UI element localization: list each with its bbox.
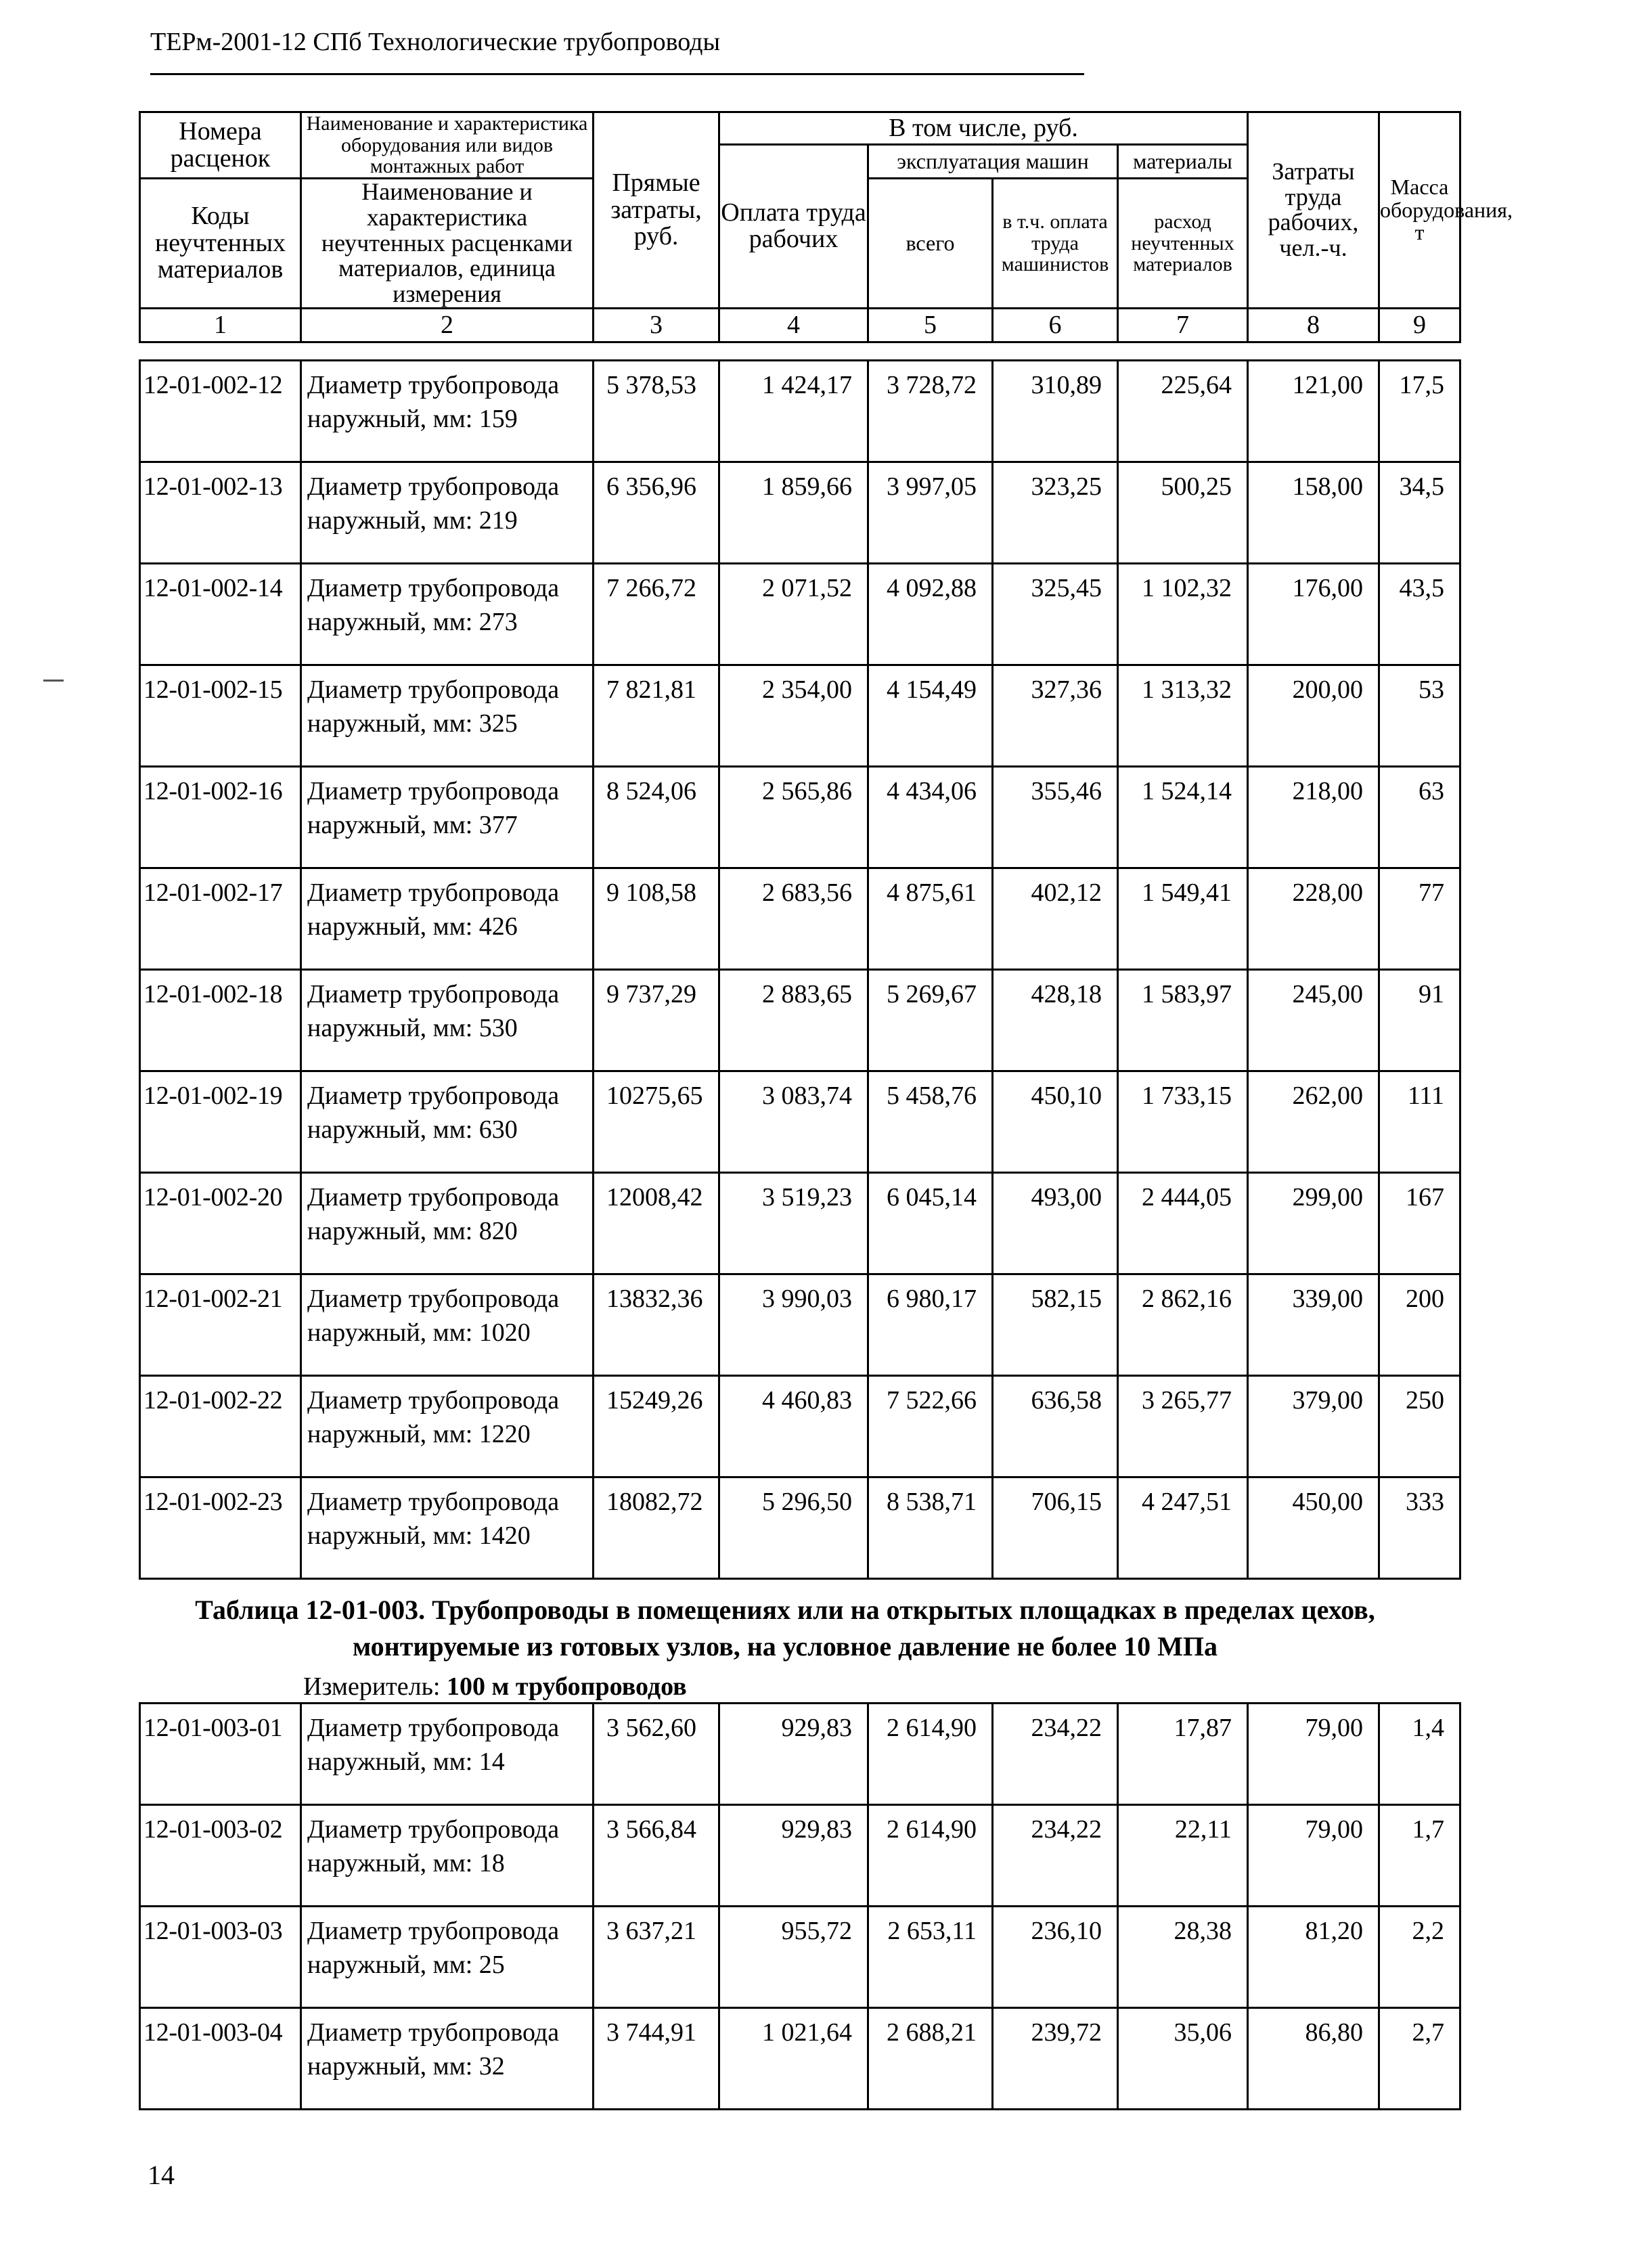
materials-cell: 1 549,41 [1118,868,1248,970]
direct-cost-cell: 6 356,96 [594,462,719,564]
direct-cost-cell: 5 378,53 [594,361,719,462]
work-name-line: Диаметр трубопровода [307,1815,560,1844]
materials-cell: 1 583,97 [1118,970,1248,1071]
col2-top-header: Наименование и характеристика оборудования или видов монтажных работ [301,112,594,179]
caption-line: Таблица 12-01-003. Трубопроводы в помещениях или на открытых площадках в пределах цехов, [195,1595,1375,1625]
work-name-line: наружный, мм: 18 [307,1849,505,1877]
equipment-mass-cell: 333 [1379,1477,1460,1579]
column-number: 6 [993,308,1118,342]
work-name-line: Диаметр трубопровода [307,1917,560,1945]
column-number: 3 [594,308,719,342]
col8-header: Затраты труда рабочих, чел.-ч. [1248,112,1379,309]
direct-cost-cell: 18082,72 [594,1477,719,1579]
machines-total-cell: 8 538,71 [868,1477,993,1579]
col3-header: Прямые затраты, руб. [594,112,719,309]
labor-hours-cell: 200,00 [1248,665,1379,767]
column-number: 4 [719,308,868,342]
labor-hours-cell: 176,00 [1248,564,1379,665]
work-name-line: Диаметр трубопровода [307,980,560,1008]
column-number: 2 [301,308,594,342]
labor-pay-cell: 3 990,03 [719,1274,868,1376]
work-name-line: наружный, мм: 630 [307,1115,518,1144]
machinist-pay-cell: 450,10 [993,1071,1118,1173]
labor-hours-cell: 228,00 [1248,868,1379,970]
machines-total-cell: 4 092,88 [868,564,993,665]
materials-cell: 28,38 [1118,1907,1248,2008]
labor-pay-cell: 2 354,00 [719,665,868,767]
work-name-line: наружный, мм: 820 [307,1217,518,1245]
rate-code-cell: 12-01-002-20 [140,1173,301,1274]
machines-header: эксплуатация машин [868,145,1118,179]
work-name-line: наружный, мм: 219 [307,506,518,535]
direct-cost-cell: 8 524,06 [594,767,719,868]
column-number: 5 [868,308,993,342]
work-name-line: Диаметр трубопровода [307,1386,560,1415]
labor-hours-cell: 79,00 [1248,1704,1379,1805]
rates-table-002 [139,359,1461,1580]
work-name-line: Диаметр трубопровода [307,472,560,501]
rate-code-cell: 12-01-002-12 [140,361,301,462]
caption-line: монтируемые из готовых узлов, на условное давление не более 10 МПа [352,1631,1218,1662]
labor-hours-cell: 245,00 [1248,970,1379,1071]
table-row [140,1274,1460,1376]
work-name-line: Диаметр трубопровода [307,777,560,805]
labor-pay-cell: 3 519,23 [719,1173,868,1274]
measure-line [303,1672,687,1702]
direct-cost-cell: 10275,65 [594,1071,719,1173]
machinist-pay-cell: 325,45 [993,564,1118,665]
direct-cost-cell: 3 566,84 [594,1805,719,1907]
work-name-line: Диаметр трубопровода [307,2018,560,2047]
rate-code-cell: 12-01-003-01 [140,1704,301,1805]
materials-cell: 35,06 [1118,2008,1248,2110]
machinist-pay-cell: 323,25 [993,462,1118,564]
table-row [140,868,1460,970]
including-header: В том числе, руб. [719,112,1248,145]
work-name-line: наружный, мм: 530 [307,1014,518,1042]
work-name-line: Диаметр трубопровода [307,1714,560,1742]
rate-code-cell: 12-01-003-04 [140,2008,301,2110]
rate-code-cell: 12-01-002-18 [140,970,301,1071]
work-name-line: Диаметр трубопровода [307,371,560,399]
work-name-line: наружный, мм: 159 [307,405,518,433]
work-name-line: Диаметр трубопровода [307,574,560,602]
equipment-mass-cell: 34,5 [1379,462,1460,564]
rate-code-cell: 12-01-002-15 [140,665,301,767]
labor-hours-cell: 379,00 [1248,1376,1379,1477]
labor-pay-cell: 1 021,64 [719,2008,868,2110]
work-name-line: Диаметр трубопровода [307,675,560,704]
column-header-table [139,111,1513,343]
measure-value: 100 м трубопроводов [447,1672,687,1701]
labor-hours-cell: 339,00 [1248,1274,1379,1376]
machinist-pay-cell: 428,18 [993,970,1118,1071]
labor-pay-cell: 2 883,65 [719,970,868,1071]
equipment-mass-cell: 1,7 [1379,1805,1460,1907]
table-row [140,462,1460,564]
equipment-mass-cell: 77 [1379,868,1460,970]
machines-total-cell: 4 875,61 [868,868,993,970]
work-name-line: Диаметр трубопровода [307,1183,560,1211]
direct-cost-cell: 7 821,81 [594,665,719,767]
machines-total-cell: 2 614,90 [868,1805,993,1907]
equipment-mass-cell: 1,4 [1379,1704,1460,1805]
labor-pay-cell: 5 296,50 [719,1477,868,1579]
labor-hours-cell: 79,00 [1248,1805,1379,1907]
machinist-pay-cell: 706,15 [993,1477,1118,1579]
labor-pay-cell: 955,72 [719,1907,868,2008]
table-row [140,564,1460,665]
work-name-line: наружный, мм: 325 [307,709,518,738]
work-name-cell [301,564,594,665]
machines-total-cell: 5 458,76 [868,1071,993,1173]
column-number: 1 [140,308,301,342]
labor-pay-cell: 2 071,52 [719,564,868,665]
machinist-pay-cell: 234,22 [993,1805,1118,1907]
machines-total-cell: 4 154,49 [868,665,993,767]
materials-cell: 1 313,32 [1118,665,1248,767]
work-name-cell [301,1173,594,1274]
work-name-line: наружный, мм: 273 [307,608,518,636]
direct-cost-cell: 9 737,29 [594,970,719,1071]
equipment-mass-cell: 2,7 [1379,2008,1460,2110]
table-row [140,1173,1460,1274]
machines-total-cell: 3 997,05 [868,462,993,564]
materials-cell: 2 862,16 [1118,1274,1248,1376]
machinist-pay-cell: 582,15 [993,1274,1118,1376]
table-row [140,1376,1460,1477]
direct-cost-cell: 12008,42 [594,1173,719,1274]
rate-code-cell: 12-01-002-22 [140,1376,301,1477]
work-name-line: наружный, мм: 32 [307,2052,505,2081]
rate-code-cell: 12-01-002-13 [140,462,301,564]
work-name-cell [301,1071,594,1173]
equipment-mass-cell: 91 [1379,970,1460,1071]
table-row [140,767,1460,868]
equipment-mass-cell: 167 [1379,1173,1460,1274]
labor-hours-cell: 158,00 [1248,462,1379,564]
rate-code-cell: 12-01-003-02 [140,1805,301,1907]
materials-cell: 1 733,15 [1118,1071,1248,1173]
materials-cell: 225,64 [1118,361,1248,462]
materials-cell: 1 102,32 [1118,564,1248,665]
machinist-pay-cell: 636,58 [993,1376,1118,1477]
work-name-line: наружный, мм: 14 [307,1748,505,1776]
work-name-line: Диаметр трубопровода [307,1285,560,1313]
work-name-cell [301,1907,594,2008]
machinist-pay-cell: 239,72 [993,2008,1118,2110]
table-row [140,970,1460,1071]
work-name-cell [301,970,594,1071]
column-number: 8 [1248,308,1379,342]
labor-pay-cell: 2 565,86 [719,767,868,868]
labor-pay-cell: 2 683,56 [719,868,868,970]
work-name-line: Диаметр трубопровода [307,1488,560,1516]
table-row [140,1704,1460,1805]
equipment-mass-cell: 200 [1379,1274,1460,1376]
work-name-cell [301,767,594,868]
rate-code-cell: 12-01-002-19 [140,1071,301,1173]
work-name-line: наружный, мм: 1420 [307,1521,531,1550]
machines-total-cell: 6 045,14 [868,1173,993,1274]
equipment-mass-cell: 17,5 [1379,361,1460,462]
scan-mark [43,680,64,682]
work-name-line: наружный, мм: 377 [307,811,518,839]
direct-cost-cell: 7 266,72 [594,564,719,665]
labor-hours-cell: 121,00 [1248,361,1379,462]
labor-hours-cell: 299,00 [1248,1173,1379,1274]
machines-total-cell: 2 653,11 [868,1907,993,2008]
labor-pay-cell: 1 859,66 [719,462,868,564]
materials-cell: 500,25 [1118,462,1248,564]
rate-code-cell: 12-01-002-16 [140,767,301,868]
direct-cost-cell: 3 637,21 [594,1907,719,2008]
equipment-mass-cell: 2,2 [1379,1907,1460,2008]
labor-pay-cell: 1 424,17 [719,361,868,462]
measure-label: Измеритель: [303,1672,441,1701]
machinist-pay-cell: 236,10 [993,1907,1118,2008]
page-number: 14 [148,2160,175,2190]
labor-hours-cell: 450,00 [1248,1477,1379,1579]
machines-total-cell: 4 434,06 [868,767,993,868]
col9-header: Масса оборудования, т [1379,112,1460,309]
materials-cell: 22,11 [1118,1805,1248,1907]
materials-cell: 17,87 [1118,1704,1248,1805]
work-name-line: наружный, мм: 1220 [307,1420,531,1448]
work-name-line: Диаметр трубопровода [307,879,560,907]
column-number: 7 [1118,308,1248,342]
work-name-cell [301,2008,594,2110]
direct-cost-cell: 13832,36 [594,1274,719,1376]
materials-cell: 3 265,77 [1118,1376,1248,1477]
machinist-pay-cell: 327,36 [993,665,1118,767]
materials-cell: 2 444,05 [1118,1173,1248,1274]
direct-cost-cell: 3 744,91 [594,2008,719,2110]
machinist-pay-cell: 355,46 [993,767,1118,868]
work-name-line: наружный, мм: 1020 [307,1318,531,1347]
machines-total-cell: 2 614,90 [868,1704,993,1805]
table-row [140,1907,1460,2008]
table-row [140,1071,1460,1173]
work-name-cell [301,665,594,767]
col4-header: Оплата труда рабочих [719,145,868,309]
work-name-cell [301,361,594,462]
work-name-line: наружный, мм: 426 [307,912,518,941]
machinist-pay-cell: 310,89 [993,361,1118,462]
col1-bottom-header: Коды неучтенных материалов [140,179,301,309]
direct-cost-cell: 3 562,60 [594,1704,719,1805]
header-rule [150,73,1084,75]
work-name-cell [301,1477,594,1579]
direct-cost-cell: 9 108,58 [594,868,719,970]
equipment-mass-cell: 111 [1379,1071,1460,1173]
labor-hours-cell: 81,20 [1248,1907,1379,2008]
work-name-cell [301,1805,594,1907]
rate-code-cell: 12-01-002-14 [140,564,301,665]
labor-hours-cell: 262,00 [1248,1071,1379,1173]
table-row [140,361,1460,462]
work-name-cell [301,1274,594,1376]
rates-table-003 [139,1702,1461,2110]
work-name-line: Диаметр трубопровода [307,1082,560,1110]
labor-hours-cell: 86,80 [1248,2008,1379,2110]
table-003-caption [142,1592,1428,1665]
rate-code-cell: 12-01-002-17 [140,868,301,970]
machines-total-cell: 3 728,72 [868,361,993,462]
labor-pay-cell: 929,83 [719,1704,868,1805]
rate-code-cell: 12-01-002-21 [140,1274,301,1376]
col6-header: в т.ч. оплата труда машинистов [993,179,1118,309]
labor-pay-cell: 929,83 [719,1805,868,1907]
materials-header: материалы [1118,145,1248,179]
col1-top-header: Номера расценок [140,112,301,179]
col2-bottom-header: Наименование и характеристика неучтенных расценками материалов, единица измерения [301,179,594,309]
rate-code-cell: 12-01-003-03 [140,1907,301,2008]
work-name-cell [301,1376,594,1477]
machines-total-cell: 7 522,66 [868,1376,993,1477]
equipment-mass-cell: 63 [1379,767,1460,868]
machinist-pay-cell: 493,00 [993,1173,1118,1274]
table-row [140,665,1460,767]
equipment-mass-cell: 53 [1379,665,1460,767]
rate-code-cell: 12-01-002-23 [140,1477,301,1579]
direct-cost-cell: 15249,26 [594,1376,719,1477]
machinist-pay-cell: 402,12 [993,868,1118,970]
column-number: 9 [1379,308,1460,342]
materials-cell: 4 247,51 [1118,1477,1248,1579]
machinist-pay-cell: 234,22 [993,1704,1118,1805]
equipment-mass-cell: 250 [1379,1376,1460,1477]
labor-hours-cell: 218,00 [1248,767,1379,868]
table-row [140,1805,1460,1907]
table-row [140,1477,1460,1579]
table-row [140,2008,1460,2110]
work-name-cell [301,868,594,970]
labor-pay-cell: 4 460,83 [719,1376,868,1477]
col7-header: расход неучтенных материалов [1118,179,1248,309]
equipment-mass-cell: 43,5 [1379,564,1460,665]
col5-header: всего [868,179,993,309]
materials-cell: 1 524,14 [1118,767,1248,868]
document-header-title: ТЕРм-2001-12 СПб Технологические трубопроводы [150,28,721,56]
machines-total-cell: 2 688,21 [868,2008,993,2110]
machines-total-cell: 5 269,67 [868,970,993,1071]
labor-pay-cell: 3 083,74 [719,1071,868,1173]
work-name-line: наружный, мм: 25 [307,1951,505,1979]
machines-total-cell: 6 980,17 [868,1274,993,1376]
work-name-cell [301,462,594,564]
work-name-cell [301,1704,594,1805]
